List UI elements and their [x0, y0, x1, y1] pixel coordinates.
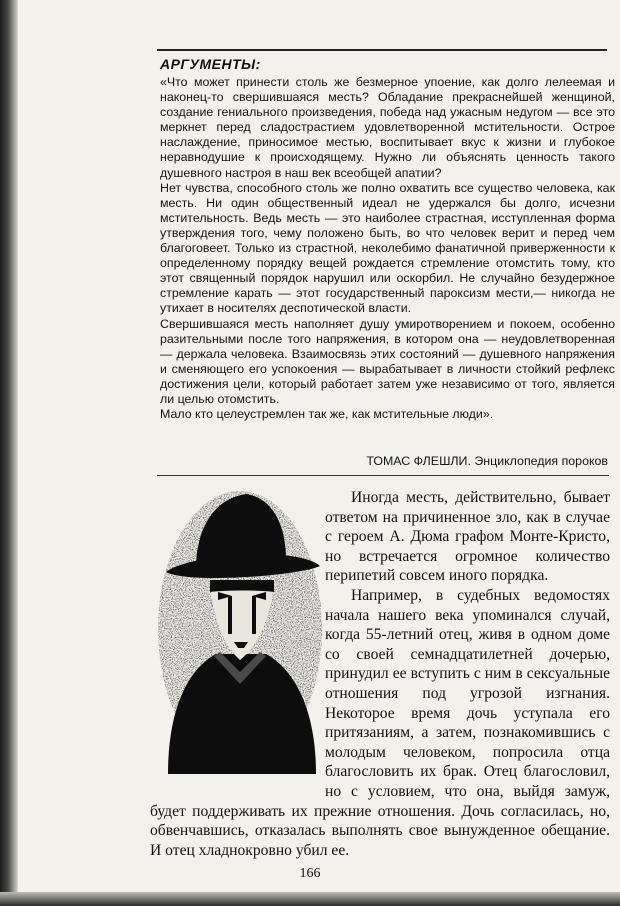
quote-paragraph: Мало кто целеустремлен так же, как мстительные люди».	[160, 407, 494, 422]
quote-attribution	[366, 454, 608, 468]
page-bottom-shadow	[0, 892, 620, 906]
hooded-figure-illustration	[148, 484, 326, 774]
page-number: 166	[299, 866, 321, 881]
page-binding-shadow	[0, 0, 18, 906]
attribution-author: ТОМАС ФЛЕШЛИ.	[366, 454, 471, 468]
body-paragraph: Например, в судебных ведомостях начала нашего века упоминался случай, когда 55-летний отец, живя в одном доме со своей семнадцатилетней дочерью, принудил ее вступить с ним в сексуальные отношения под угрозой изгнания. Некоторое время дочь уступала его притязаниям, а затем, познакомившись с молодым человеком, попросила отца благословить их брак. Отец благословил, но с условием, что она, выйдя замуж, будет поддерживать их прежние отношения. Дочь согласилась, но, обвенчавшись, отказалась выполнять свое вынужденное обещание. И отец хладнокровно убил ее.	[150, 586, 610, 859]
section-heading: АРГУМЕНТЫ:	[160, 56, 261, 72]
argument-quote	[160, 75, 615, 422]
bottom-rule	[157, 475, 609, 476]
top-rule	[157, 49, 607, 51]
quote-paragraph: Свершившаяся месть наполняет душу умиротворением и покоем, особенно разительными после того напряжения, в котором она — неудовлетворенная — держала человека. Взаимосвязь этих состояний — душевного напряжения и сменяющего его успокоения — вырабатывает в личности стойкий рефлекс достижения цели, который работает затем уже независимо от того, является ли целью отомстить.	[160, 316, 615, 406]
quote-paragraph: «Что может принести столь же безмерное упоение, как долго лелеемая и наконец-то свершившаяся месть? Обладание прекраснейшей женщиной, создание гениального произведения, победа над ужасным недугом — все это меркнет перед сладострастием удовлетворенной мстительности. Острое наслаждение, приносимое местью, воспитывает вкус к жизни и глубокое неравнодушие к происходящему. Нужно ли объяснять ценность такого душевного настроя в наш век всеобщей апатии?	[160, 75, 615, 180]
attribution-source: Энциклопедия пороков	[474, 454, 608, 468]
body-paragraph: Иногда месть, действительно, бывает ответом на причиненное зло, как в случае с героем А. Дюма графом Монте-Кристо, но встречается огромное количество перипетий совсем иного порядка.	[325, 489, 610, 585]
quote-paragraph: Нет чувства, способного столь же полно охватить все существо человека, как месть. Ни один общественный идеал не удержался бы долго, исчезни мстительность. Ведь месть — это наиболее страстная, исступленная форма утверждения того, чему положено быть, во что человек верит и перед чем благоговеет. Только из страстной, неколебимо фанатичной приверженности к определенному порядку вещей рождается стремление отомстить тому, кто этот священный порядок нарушил или оскорбил. Не случайно безудержное стремление карать — этот государственный пароксизм мести,— никогда не утихает в носителях деспотической власти.	[160, 180, 615, 316]
